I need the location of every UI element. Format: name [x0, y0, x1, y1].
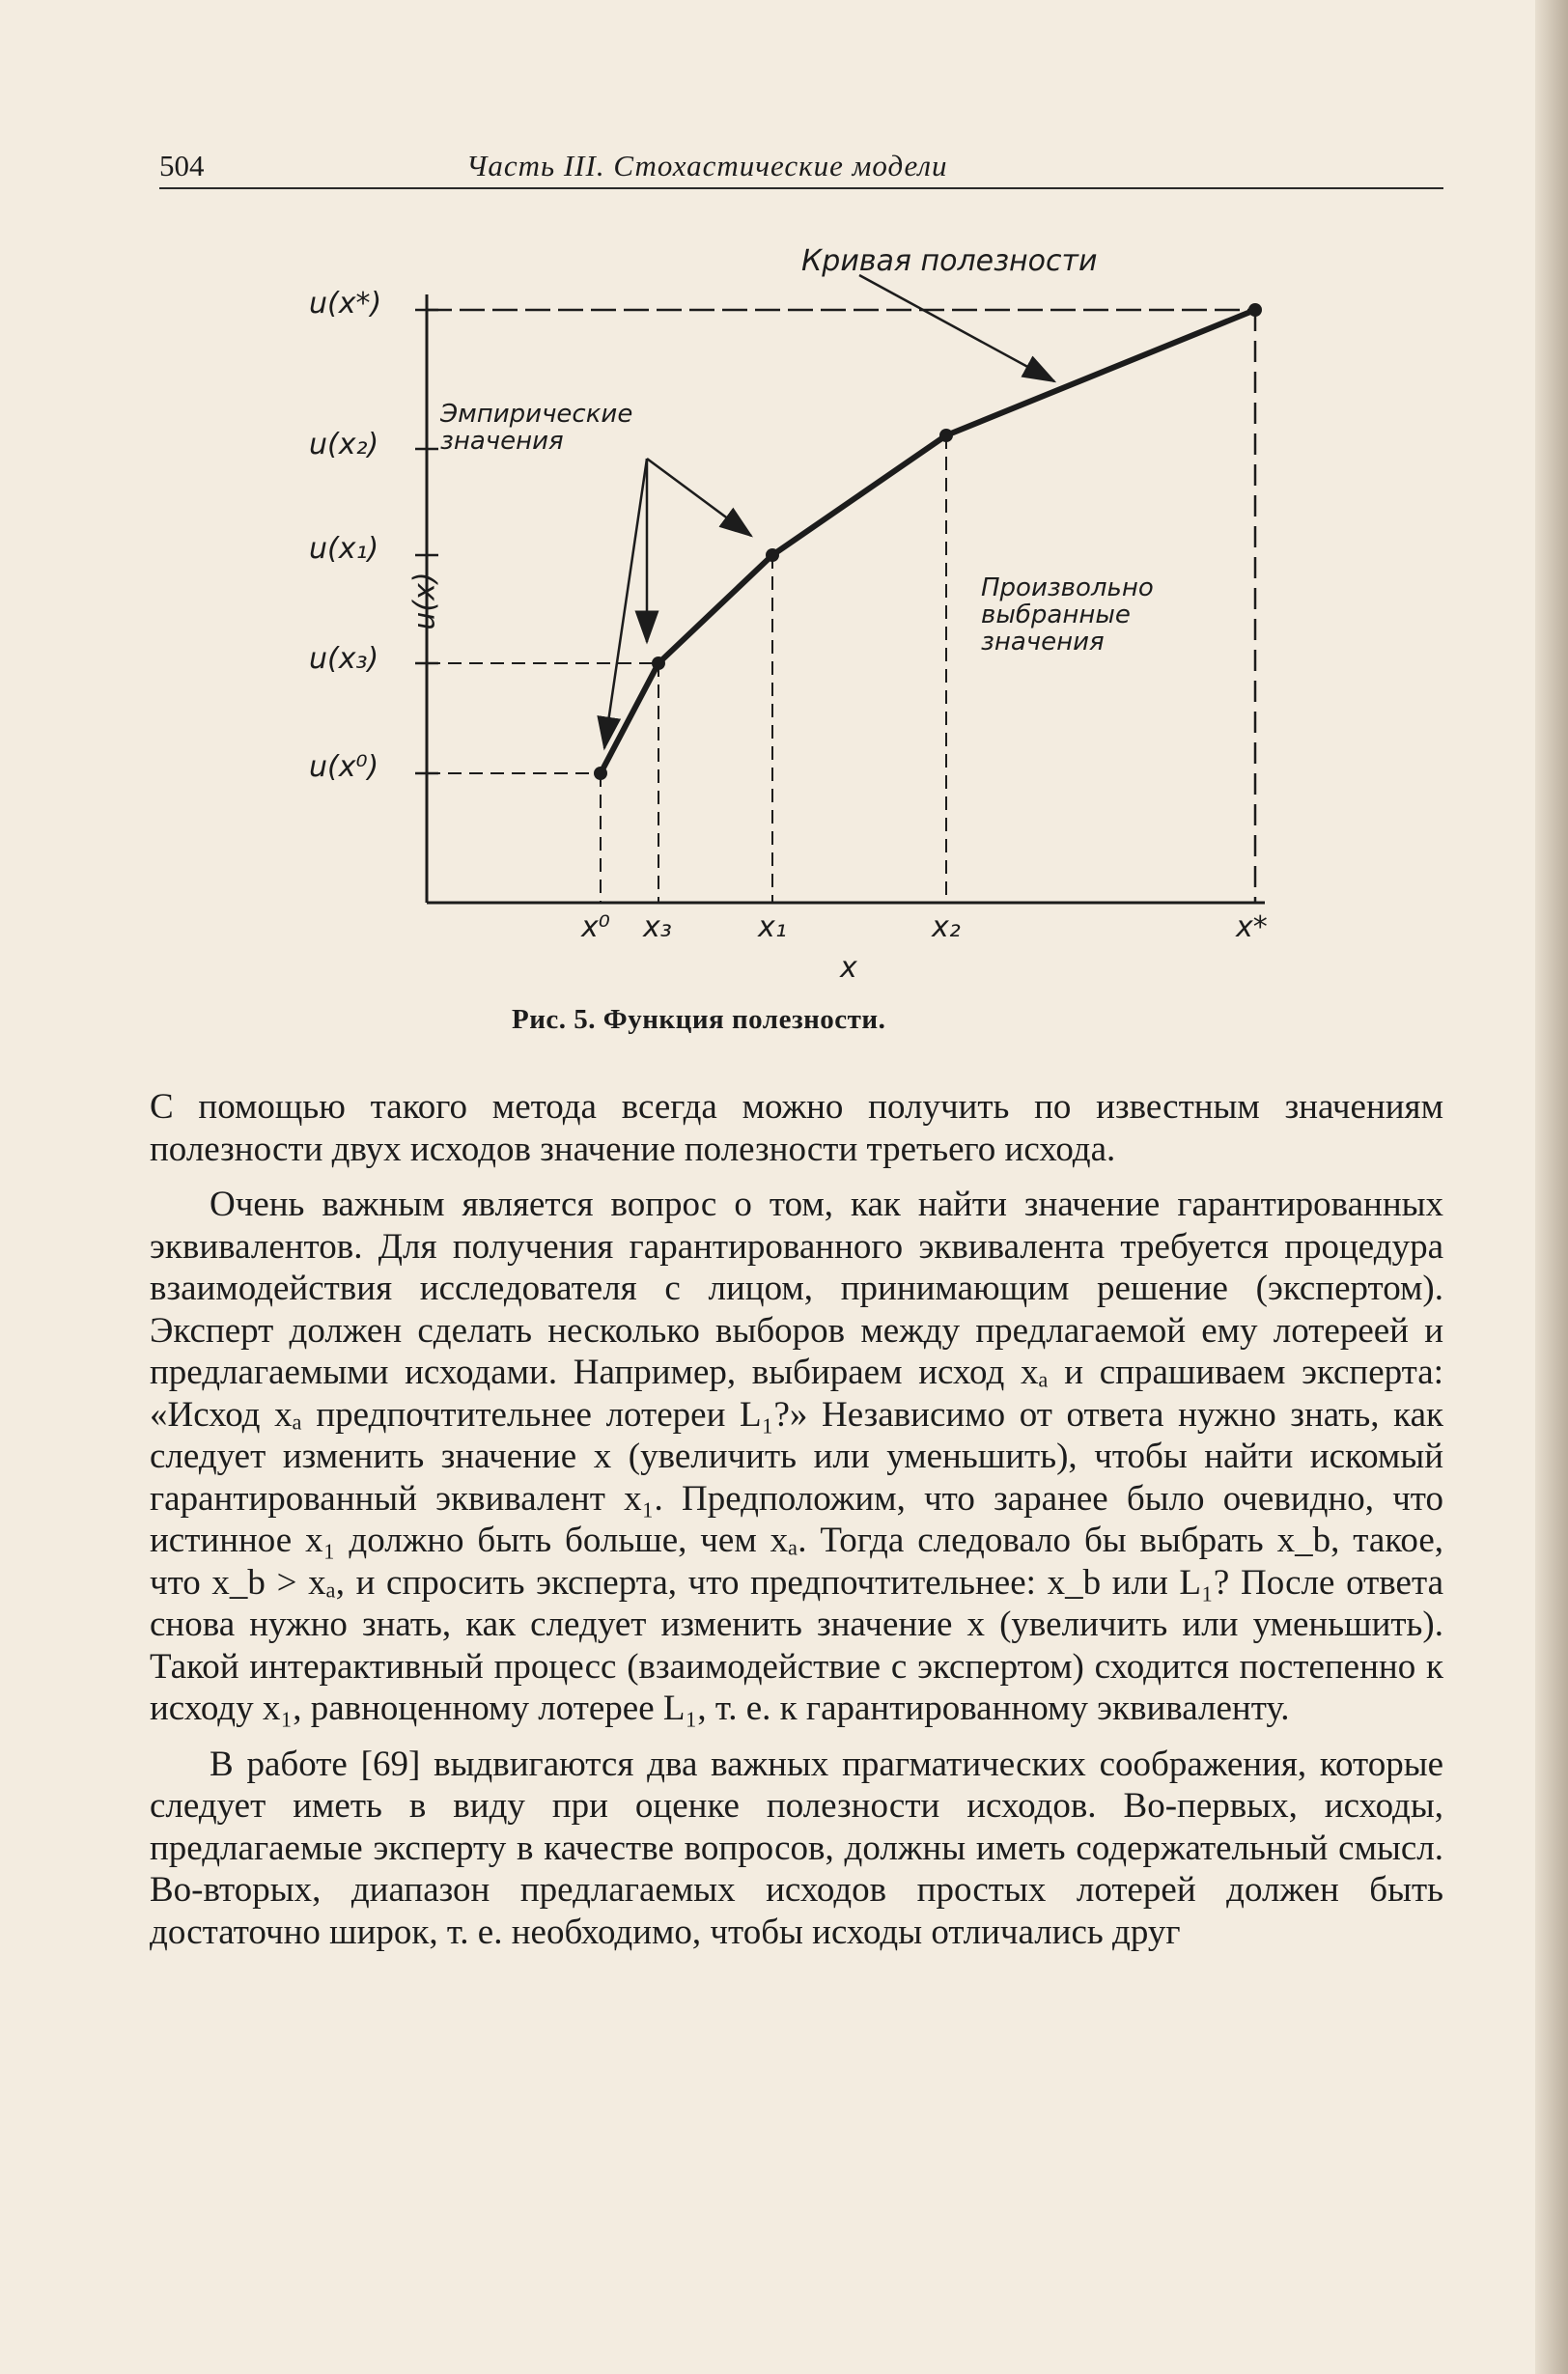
- annotation-empirical-values: [440, 401, 632, 455]
- y-label-u-x2: u(x₂): [309, 428, 379, 461]
- page-number: 504: [159, 149, 205, 182]
- annotation-arbitrary-values: [981, 574, 1154, 656]
- annotation-empirical-line2: значения: [440, 427, 564, 456]
- annotation-arbitrary-line3: значения: [981, 628, 1105, 656]
- running-header: [159, 143, 1443, 189]
- annotation-arbitrary-line1: Произвольно: [981, 573, 1154, 602]
- y-label-u-x0: u(x⁰): [309, 750, 379, 784]
- utility-function-figure: [261, 246, 1332, 999]
- x-label-xstar: x*: [1236, 910, 1268, 944]
- x-axis-title: x: [840, 951, 857, 985]
- x-label-x2: x₂: [932, 910, 961, 944]
- annotation-arbitrary-line2: выбранные: [981, 600, 1131, 629]
- page-edge: [1535, 0, 1568, 2374]
- figure-caption: Рис. 5. Функция полезности.: [512, 1004, 886, 1035]
- paragraph-3: В работе [69] выдвигаются два важных прагматических соображения, которые следует иметь в виду при оценке полезности исходов. Во-первых, исходы, предлагаемые эксперту в качестве вопросов, должны иметь содержательный смысл. Во-вторых, диапазон предлагаемых исходов простых лотерей должен быть достаточно широк, т. е. необходимо, чтобы исходы отличались друг: [150, 1744, 1443, 1952]
- x-label-x0: x⁰: [581, 910, 610, 944]
- body-text: [150, 1086, 1443, 1967]
- annotation-utility-curve: Кривая полезности: [801, 244, 1098, 278]
- y-axis-title: u(x): [407, 572, 442, 630]
- y-label-u-x1: u(x₁): [309, 532, 379, 566]
- annotation-empirical-line1: Эмпирические: [440, 400, 633, 429]
- utility-curve: [601, 310, 1255, 773]
- paragraph-1: С помощью такого метода всегда можно получить по известным значениям полезности двух исходов значение полезности третьего исхода.: [150, 1087, 1443, 1169]
- y-label-u-xstar: u(x*): [309, 287, 382, 321]
- y-label-u-x3: u(x₃): [309, 642, 379, 676]
- running-title: Часть III. Стохастические модели: [466, 149, 948, 182]
- x-label-x3: x₃: [643, 910, 672, 944]
- x-label-x1: x₁: [758, 910, 787, 944]
- paragraph-2: Очень важным является вопрос о том, как найти значение гарантированных эквивалентов. Для получения гарантированного эквивалента требуется процедура взаимодействия исследователя с лицом, принимающим решение (экспертом). Эксперт должен сделать несколько выборов между предлагаемой ему лотереей и предлагаемыми исходами. Например, выбираем исход xₐ и спрашиваем эксперта: «Исход xₐ предпочтительнее лотереи L₁?» Независимо от ответа нужно знать, как следует изменить значение x (увеличить или уменьшить), чтобы найти искомый гарантированный эквивалент x₁. Предположим, что заранее было очевидно, что истинное x₁ должно быть больше, чем xₐ. Тогда следовало бы выбрать x_b, такое, что x_b > xₐ, и спросить эксперта, что предпочтительнее: x_b или L₁? После ответа снова нужно знать, как следует изменить значение x (увеличить или уменьшить). Такой интерактивный процесс (взаимодействие с экспертом) сходится постепенно к исходу x₁, равноценному лотерее L₁, т. е. к гарантированному эквиваленту.: [150, 1185, 1443, 1728]
